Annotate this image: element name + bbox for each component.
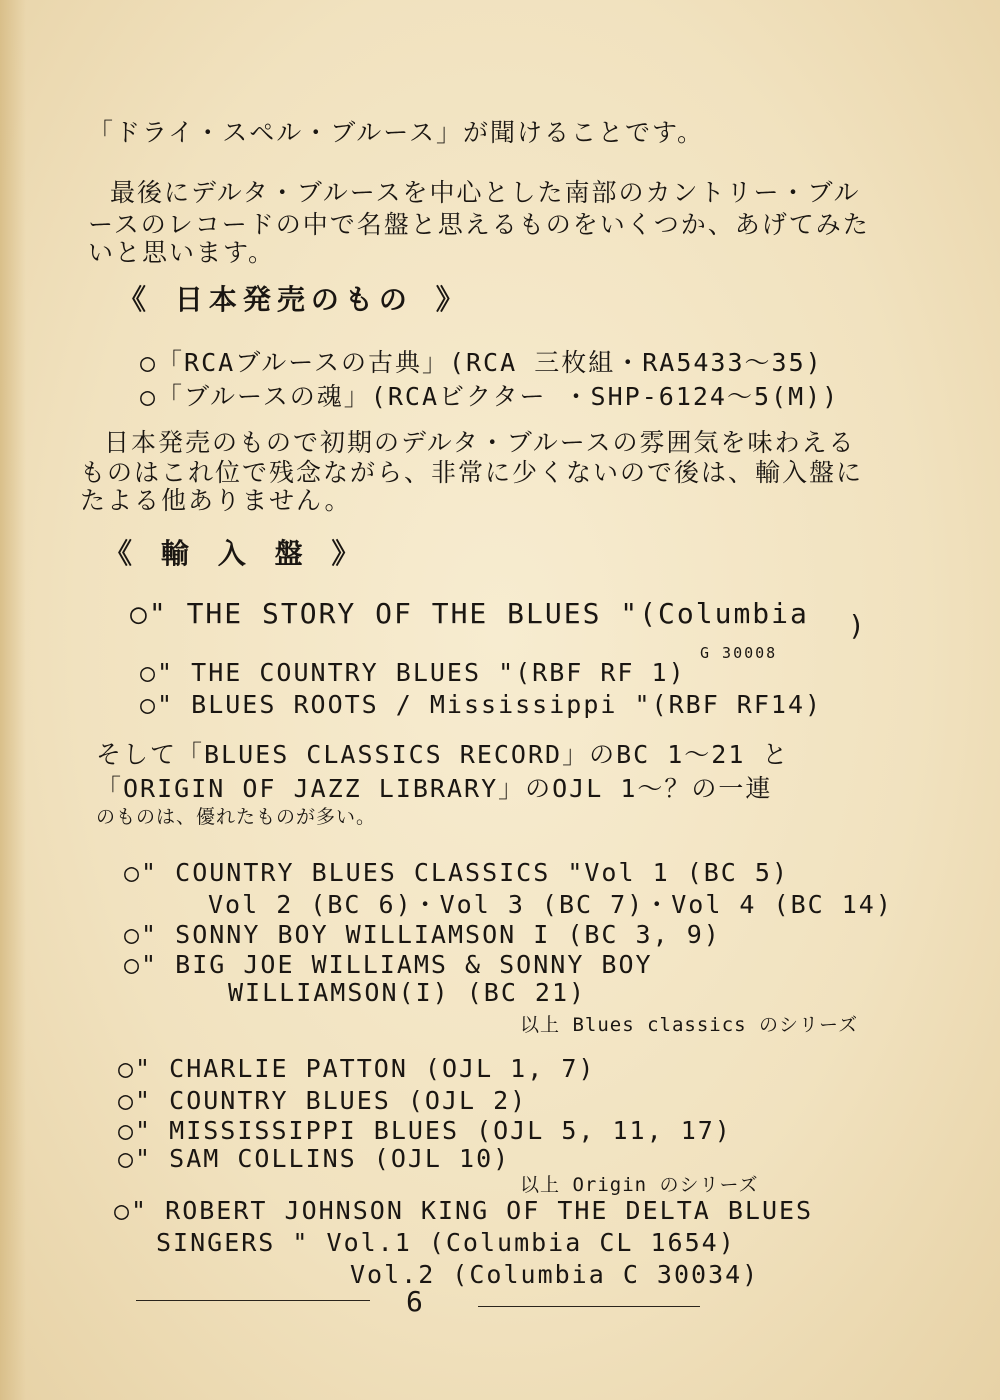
- records-paragraph-line-2: ースのレコードの中で名盤と思えるものをいくつか、あげてみた: [88, 210, 870, 239]
- series-paragraph-line-1: そして「BLUES CLASSICS RECORD」のBC 1～21 と: [96, 740, 790, 769]
- section-heading-japan: 《 日本発売のもの 》: [118, 283, 470, 316]
- section-heading-import: 《 輸 入 盤 》: [104, 537, 366, 570]
- bc-record-item: ○" COUNTRY BLUES CLASSICS "Vol 1 (BC 5): [124, 858, 789, 887]
- ojl-record-item: ○" COUNTRY BLUES (OJL 2): [118, 1086, 528, 1115]
- japan-paragraph-line-1: 日本発売のもので初期のデルタ・ブルースの雰囲気を味わえる: [104, 428, 856, 457]
- ojl-series-note: 以上 Origin のシリーズ: [520, 1174, 759, 1196]
- rj-record-item-continued: SINGERS " Vol.1 (Columbia CL 1654): [156, 1228, 736, 1257]
- footer-rule-left: [136, 1300, 370, 1301]
- bc-record-item-continued: WILLIAMSON(I) (BC 21): [228, 978, 587, 1007]
- page-number: 6: [406, 1285, 423, 1318]
- import-record-item: ○" THE STORY OF THE BLUES "(Columbia: [130, 597, 809, 630]
- records-paragraph-line-1: 最後にデルタ・ブルースを中心とした南部のカントリー・ブル: [110, 178, 861, 207]
- import-record-item: ○" BLUES ROOTS / Mississippi "(RBF RF14): [140, 690, 823, 719]
- japan-paragraph-line-2: ものはこれ位で残念ながら、非常に少くないので後は、輸入盤に: [80, 458, 864, 487]
- bc-record-item: ○" SONNY BOY WILLIAMSON I (BC 3, 9): [124, 920, 721, 949]
- ojl-record-item: ○" MISSISSIPPI BLUES (OJL 5, 11, 17): [118, 1116, 732, 1145]
- records-paragraph-line-3: いと思います。: [88, 238, 276, 267]
- japan-record-item: ○「RCAブルースの古典」(RCA 三枚組・RA5433～35): [140, 348, 823, 377]
- bc-record-item-continued: Vol 2 (BC 6)・Vol 3 (BC 7)・Vol 4 (BC 14): [208, 890, 893, 919]
- ojl-record-item: ○" SAM COLLINS (OJL 10): [118, 1144, 511, 1173]
- series-paragraph-line-2: 「ORIGIN OF JAZZ LIBRARY」のOJL 1～？の一連: [96, 774, 773, 803]
- series-paragraph-line-3: のものは、優れたものが多い。: [96, 806, 377, 828]
- import-record-close: ): [848, 609, 867, 642]
- japan-record-item: ○「ブルースの魂」(RCAビクター ・SHP-6124～5(M)): [140, 382, 840, 411]
- ojl-record-item: ○" CHARLIE PATTON (OJL 1, 7): [118, 1054, 596, 1083]
- import-record-item: ○" THE COUNTRY BLUES "(RBF RF 1): [140, 658, 686, 687]
- bc-record-item: ○" BIG JOE WILLIAMS & SONNY BOY: [124, 950, 653, 979]
- import-record-catalog: G 30008: [700, 644, 778, 662]
- rj-record-item: ○" ROBERT JOHNSON KING OF THE DELTA BLUES: [114, 1196, 814, 1225]
- footer-rule-right: [478, 1306, 700, 1307]
- intro-line: 「ドライ・スペル・ブルース」が聞けることです。: [88, 118, 705, 147]
- japan-paragraph-line-3: たよる他ありません。: [80, 486, 352, 515]
- rj-record-item-continued: Vol.2 (Columbia C 30034): [350, 1260, 760, 1289]
- bc-series-note: 以上 Blues classics のシリーズ: [520, 1014, 859, 1036]
